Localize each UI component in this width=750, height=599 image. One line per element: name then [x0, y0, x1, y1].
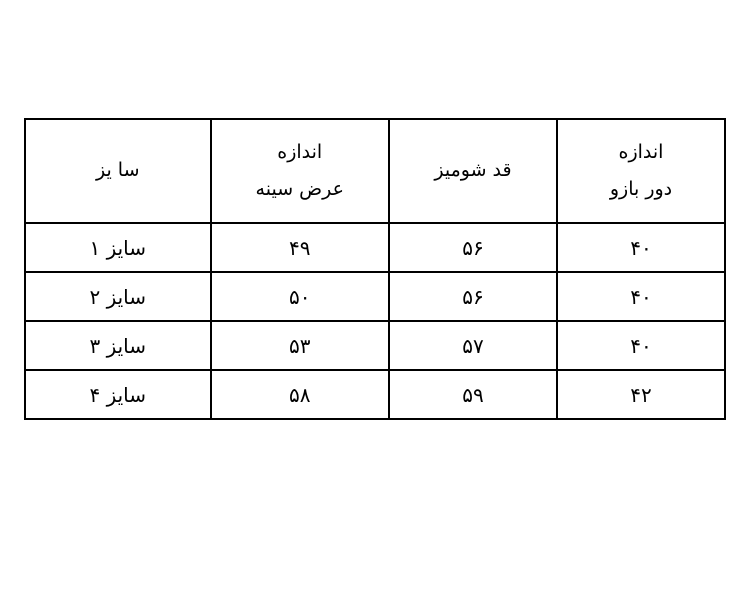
- column-header-arm-line1: اندازه: [618, 140, 664, 163]
- table-row: [25, 223, 725, 272]
- column-header-size: [25, 119, 211, 223]
- cell-length: ۵۹: [389, 370, 557, 419]
- cell-arm: ۴۲: [557, 370, 725, 419]
- cell-chest: ۵۳: [211, 321, 390, 370]
- table-header: [25, 119, 725, 223]
- column-header-chest-line1: اندازه: [277, 140, 323, 163]
- column-header-length: [389, 119, 557, 223]
- column-header-length-line1: قد شومیز: [434, 159, 512, 182]
- table-row: [25, 272, 725, 321]
- cell-length: ۵۷: [389, 321, 557, 370]
- column-header-chest-line2: عرض سینه: [255, 178, 344, 200]
- cell-arm: ۴۰: [557, 223, 725, 272]
- cell-size: سایز ۱: [25, 223, 211, 272]
- table-row: [25, 370, 725, 419]
- cell-chest: ۵۰: [211, 272, 390, 321]
- cell-size: سایز ۴: [25, 370, 211, 419]
- column-header-arm: [557, 119, 725, 223]
- column-header-arm-line2: دور بازو: [609, 178, 673, 200]
- size-table: [24, 118, 726, 420]
- table-header-row: [25, 119, 725, 223]
- cell-size: سایز ۳: [25, 321, 211, 370]
- column-header-size-line1: سا یز: [95, 159, 140, 182]
- table-body: [25, 223, 725, 419]
- cell-length: ۵۶: [389, 223, 557, 272]
- cell-chest: ۴۹: [211, 223, 390, 272]
- size-table-container: [24, 118, 726, 420]
- table-row: [25, 321, 725, 370]
- cell-arm: ۴۰: [557, 321, 725, 370]
- cell-arm: ۴۰: [557, 272, 725, 321]
- cell-chest: ۵۸: [211, 370, 390, 419]
- cell-size: سایز ۲: [25, 272, 211, 321]
- cell-length: ۵۶: [389, 272, 557, 321]
- column-header-chest: [211, 119, 390, 223]
